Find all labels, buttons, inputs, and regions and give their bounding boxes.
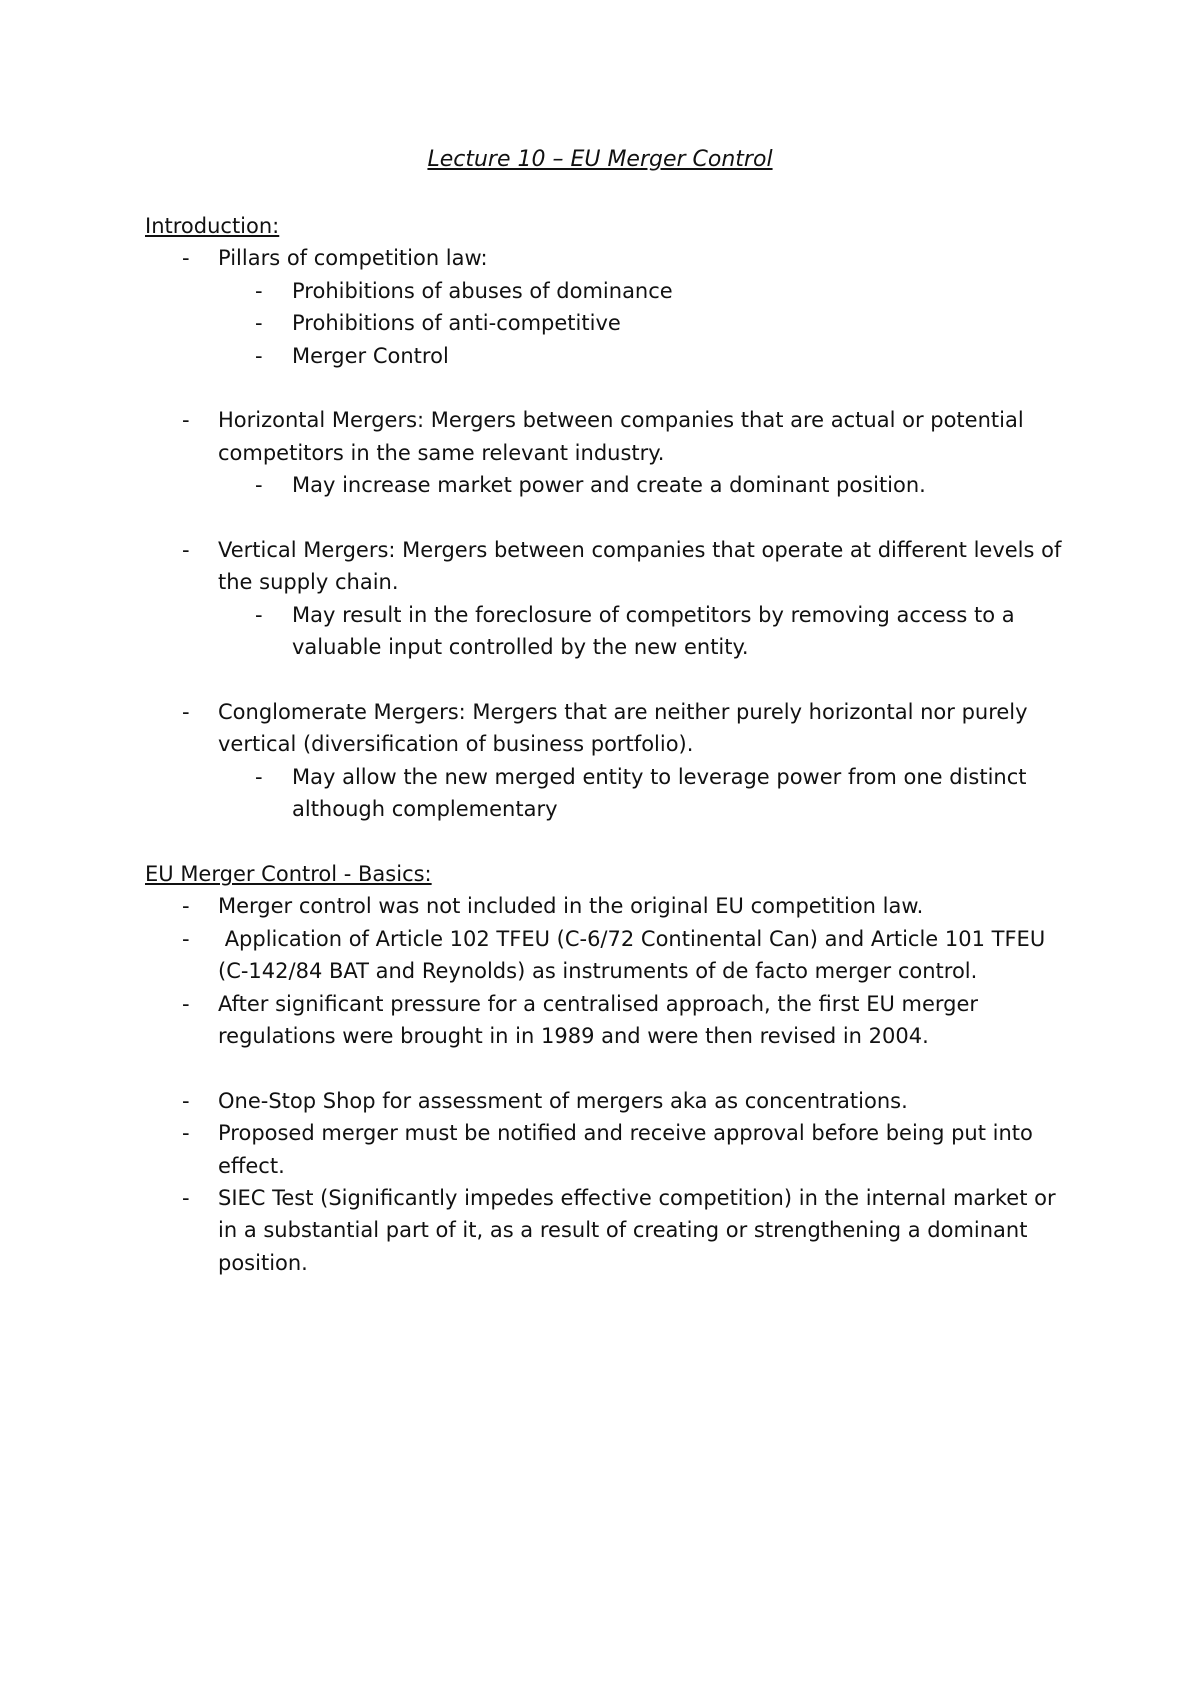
bullet-dash: - (255, 764, 263, 789)
introduction-section (145, 210, 1075, 826)
basics-item-text: Application of Article 102 TFEU (C-6/72 Continental Can) and Article 101 TFEU (C-142/84 BAT and Reynolds) as instruments of de facto merger control. (218, 926, 1052, 984)
basics-item-text: After significant pressure for a centralised approach, the first EU merger regulations were brought in in 1989 and were then revised in 2004. (218, 991, 979, 1049)
vertical-sub-text: May result in the foreclosure of competitors by removing access to a valuable input controlled by the new entity. (292, 602, 1015, 660)
bullet-dash: - (182, 700, 190, 725)
bullet-dash: - (255, 473, 263, 498)
basics-item-text: Proposed merger must be notified and receive approval before being put into effect. (218, 1121, 1033, 1178)
vertical-mergers-text: Vertical Mergers: Mergers between companies that operate at different levels of the supply chain. (218, 538, 1062, 595)
basics-item (145, 988, 1075, 1053)
pillar-item (145, 340, 1075, 372)
basics-item-text: Merger control was not included in the original EU competition law. (218, 894, 924, 919)
horizontal-sub-text: May increase market power and create a dominant position. (292, 473, 926, 498)
list-item-pillars (145, 242, 1075, 372)
pillar-item (145, 275, 1075, 307)
bullet-dash: - (182, 1186, 190, 1211)
bullet-dash: - (182, 538, 190, 563)
bullet-dash: - (182, 1088, 190, 1113)
conglomerate-sub-text: May allow the new merged entity to leverage power from one distinct although complementary (292, 764, 1027, 822)
list-item-conglomerate-mergers (145, 696, 1075, 826)
bullet-dash: - (182, 408, 190, 433)
horizontal-sub-item (145, 469, 1075, 501)
basics-item (145, 890, 1075, 922)
basics-item (145, 1117, 1075, 1182)
horizontal-mergers-text: Horizontal Mergers: Mergers between companies that are actual or potential competitors in the same relevant industry. (218, 408, 1024, 465)
page-title: Lecture 10 – EU Merger Control (427, 147, 773, 172)
pillar-item-text: Prohibitions of anti-competitive (292, 311, 621, 336)
list-item-horizontal-mergers (145, 404, 1075, 501)
pillars-sublist (218, 275, 1075, 372)
bullet-dash: - (255, 602, 263, 627)
bullet-dash: - (255, 311, 263, 336)
conglomerate-sublist (218, 761, 1075, 826)
conglomerate-sub-item (145, 761, 1075, 826)
bullet-dash: - (182, 894, 190, 919)
basics-item (145, 1182, 1075, 1279)
introduction-heading: Introduction: (145, 214, 280, 238)
basics-item-text: One-Stop Shop for assessment of mergers aka as concentrations. (218, 1088, 908, 1113)
conglomerate-mergers-text: Conglomerate Mergers: Mergers that are neither purely horizontal nor purely vertical (diversification of business portfolio). (218, 700, 1028, 757)
pillar-item-text: Merger Control (292, 343, 449, 368)
list-item-vertical-mergers (145, 534, 1075, 664)
basics-item (145, 1085, 1075, 1117)
basics-heading: EU Merger Control - Basics: (145, 862, 432, 886)
pillar-item-text: Prohibitions of abuses of dominance (292, 278, 673, 303)
vertical-sublist (218, 599, 1075, 664)
bullet-dash: - (255, 343, 263, 368)
pillar-item (145, 307, 1075, 339)
pillars-text: Pillars of competition law: (218, 246, 488, 271)
basics-item-text: SIEC Test (Significantly impedes effective competition) in the internal market or in a substantial part of it, as a result of creating or strengthening a dominant position. (218, 1186, 1056, 1275)
basics-item (145, 923, 1075, 988)
bullet-dash: - (182, 926, 190, 951)
vertical-sub-item (145, 599, 1075, 664)
basics-section (145, 858, 1075, 1279)
bullet-dash: - (182, 991, 190, 1016)
basics-list (145, 890, 1075, 1279)
bullet-dash: - (255, 278, 263, 303)
horizontal-sublist (218, 469, 1075, 501)
introduction-list (145, 242, 1075, 825)
bullet-dash: - (182, 246, 190, 271)
bullet-dash: - (182, 1121, 190, 1146)
